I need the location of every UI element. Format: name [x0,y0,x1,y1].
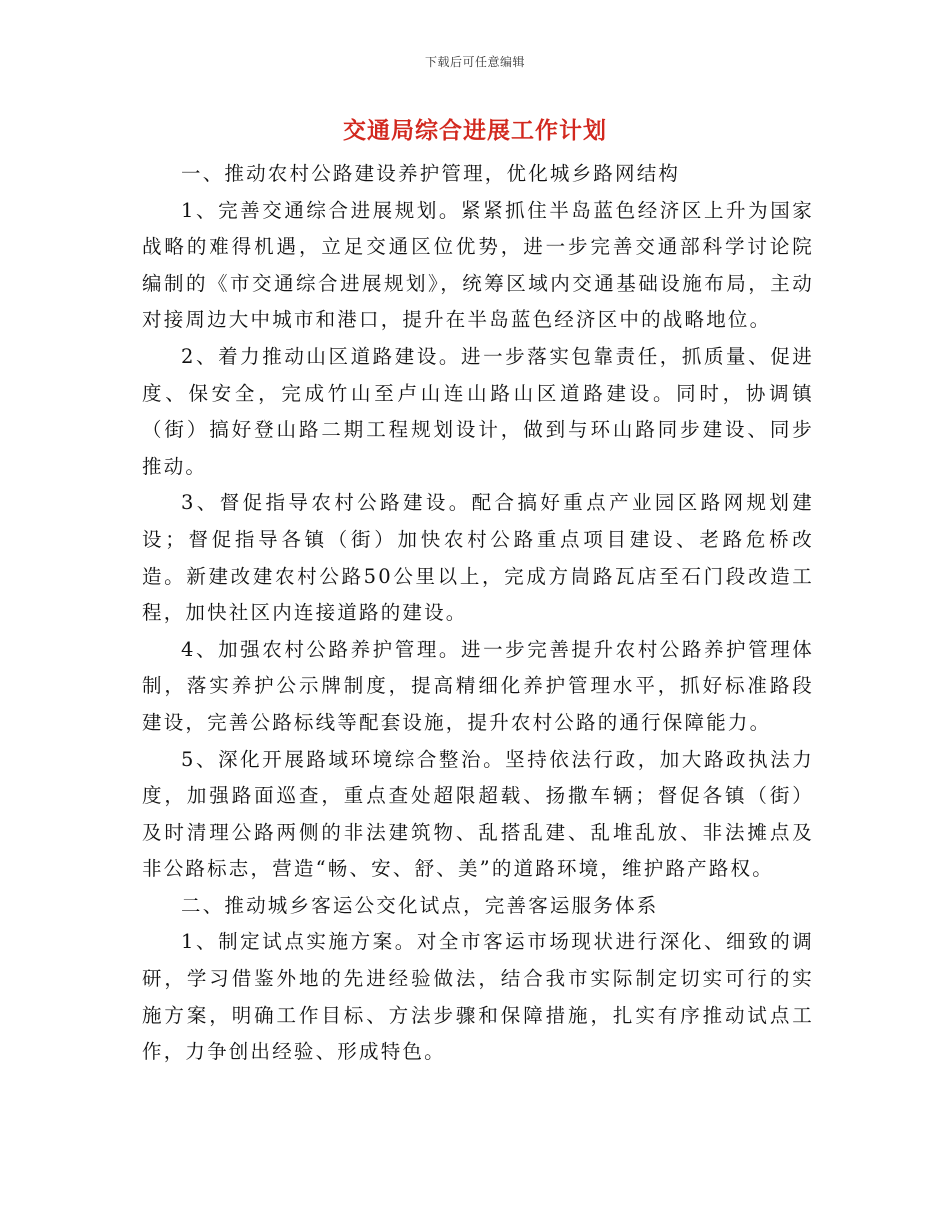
section-heading-1: 一、推动农村公路建设养护管理，优化城乡路网结构 [181,162,681,185]
header-note: 下载后可任意编辑 [424,55,525,69]
paragraph-1-5: 5、深化开展路域环境综合整治。坚持依法行政，加大路政执法力度，加强路面巡查，重点查处超限超载、扬撒车辆；督促各镇（街）及时清理公路两侧的非法建筑物、乱搭乱建、乱堆乱放、非法摊点及非公路标志，营造“畅、安、舒、美”的道路环境，维护路产路权。 [142,747,814,881]
paragraph-1-4: 4、加强农村公路养护管理。进一步完善提升农村公路养护管理体制，落实养护公示牌制度，提高精细化养护管理水平，抓好标准路段建设，完善公路标线等配套设施，提升农村公路的通行保障能力。 [142,637,814,734]
paragraph-1-3: 3、督促指导农村公路建设。配合搞好重点产业园区路网规划建设；督促指导各镇（街）加快农村公路重点项目建设、老路危桥改造。新建改建农村公路50公里以上，完成方峝路瓦店至石门段改造工程，加快社区内连接道路的建设。 [142,491,814,625]
paragraph-1-2: 2、着力推动山区道路建设。进一步落实包靠责任，抓质量、促进度、保安全，完成竹山至卢山连山路山区道路建设。同时，协调镇（街）搞好登山路二期工程规划设计，做到与环山路同步建设、同步推动。 [142,344,814,478]
paragraph-1-1: 1、完善交通综合进展规划。紧紧抓住半岛蓝色经济区上升为国家战略的难得机遇，立足交通区位优势，进一步完善交通部科学讨论院编制的《市交通综合进展规划》，统筹区域内交通基础设施布局，主动对接周边大中城市和港口，提升在半岛蓝色经济区中的战略地位。 [142,198,814,332]
section-heading-2: 二、推动城乡客运公交化试点，完善客运服务体系 [181,893,659,917]
document-title: 交通局综合进展工作计划 [343,117,607,144]
paragraph-2-1: 1、制定试点实施方案。对全市客运市场现状进行深化、细致的调研，学习借鉴外地的先进经验做法，结合我市实际制定切实可行的实施方案，明确工作目标、方法步骤和保障措施，扎实有序推动试点工作，力争创出经验、形成特色。 [142,930,814,1064]
document-body [142,156,814,1071]
